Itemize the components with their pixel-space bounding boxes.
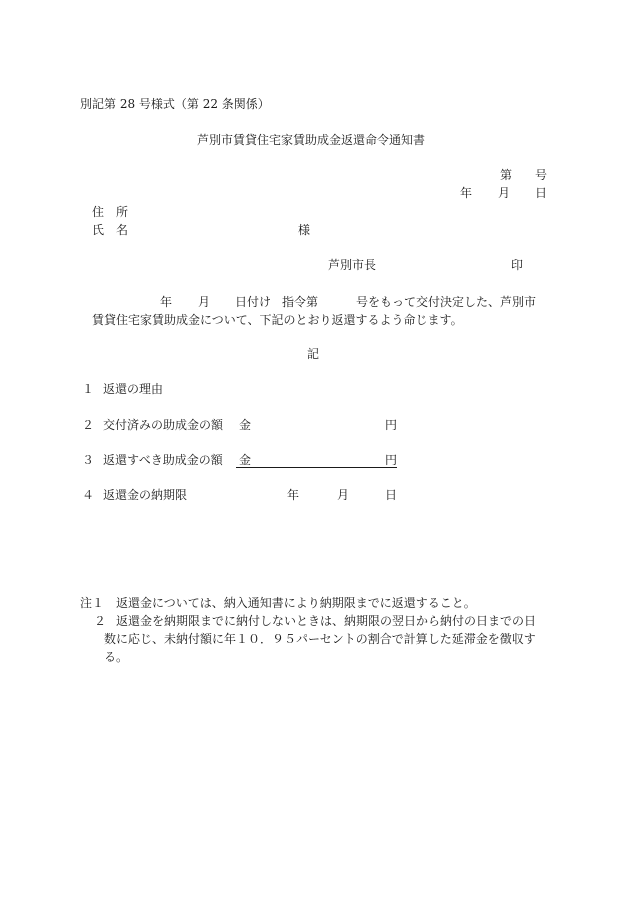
number-prefix: 第	[500, 168, 513, 182]
note1-text: 返還金については、納入通知書により納期限までに返還すること。	[116, 596, 476, 610]
deadline-day: 日	[385, 488, 398, 502]
name-label: 氏 名	[92, 223, 129, 237]
seal-mark: 印	[511, 258, 524, 272]
item-number: ２	[82, 418, 95, 432]
document-title: 芦別市賃貸住宅家賃助成金返還命令通知書	[197, 133, 426, 147]
item-label: 返還金の納期限	[103, 488, 188, 502]
item-label: 返還すべき助成金の額	[103, 453, 223, 467]
body-line2: 賃貸住宅家賃助成金について、下記のとおり返還するよう命じます。	[92, 313, 463, 327]
body-year: 年	[160, 295, 173, 309]
note2-line3: る。	[104, 650, 129, 664]
yen-unit: 円	[385, 418, 398, 432]
yen-unit: 円	[385, 453, 398, 467]
honorific: 様	[298, 223, 311, 237]
currency-mark: 金	[239, 453, 252, 467]
form-identifier: 別記第 28 号様式（第 22 条関係）	[80, 97, 270, 111]
amount-underline	[236, 452, 397, 468]
item-label: 交付済みの助成金の額	[103, 418, 224, 432]
body-line1-rest: 号をもって交付決定した、芦別市	[356, 295, 537, 309]
date-year: 年	[460, 186, 473, 200]
number-suffix: 号	[535, 168, 548, 182]
item-number: ４	[82, 488, 95, 502]
note2-line2: 数に応じ、未納付額に年１０．９５パーセントの割合で計算した延滞金を徴収す	[104, 632, 536, 646]
note2-number: ２	[94, 614, 107, 628]
currency-mark: 金	[239, 418, 252, 432]
issuer-title: 芦別市長	[328, 258, 377, 272]
date-day: 日	[535, 186, 548, 200]
note1-prefix: 注１	[80, 596, 105, 610]
item-number: ３	[82, 453, 95, 467]
item-number: １	[82, 382, 95, 396]
ki-heading: 記	[307, 347, 320, 361]
deadline-year: 年	[287, 488, 300, 502]
item-label: 返還の理由	[103, 382, 164, 396]
address-label: 住 所	[92, 205, 129, 219]
body-directive: 指令第	[282, 295, 319, 309]
deadline-month: 月	[337, 488, 350, 502]
date-month: 月	[498, 186, 511, 200]
note2-line1: 返還金を納期限までに納付しないときは、納期限の翌日から納付の日までの日	[116, 614, 537, 628]
body-month: 月	[198, 295, 211, 309]
body-dated: 日付け	[235, 295, 272, 309]
